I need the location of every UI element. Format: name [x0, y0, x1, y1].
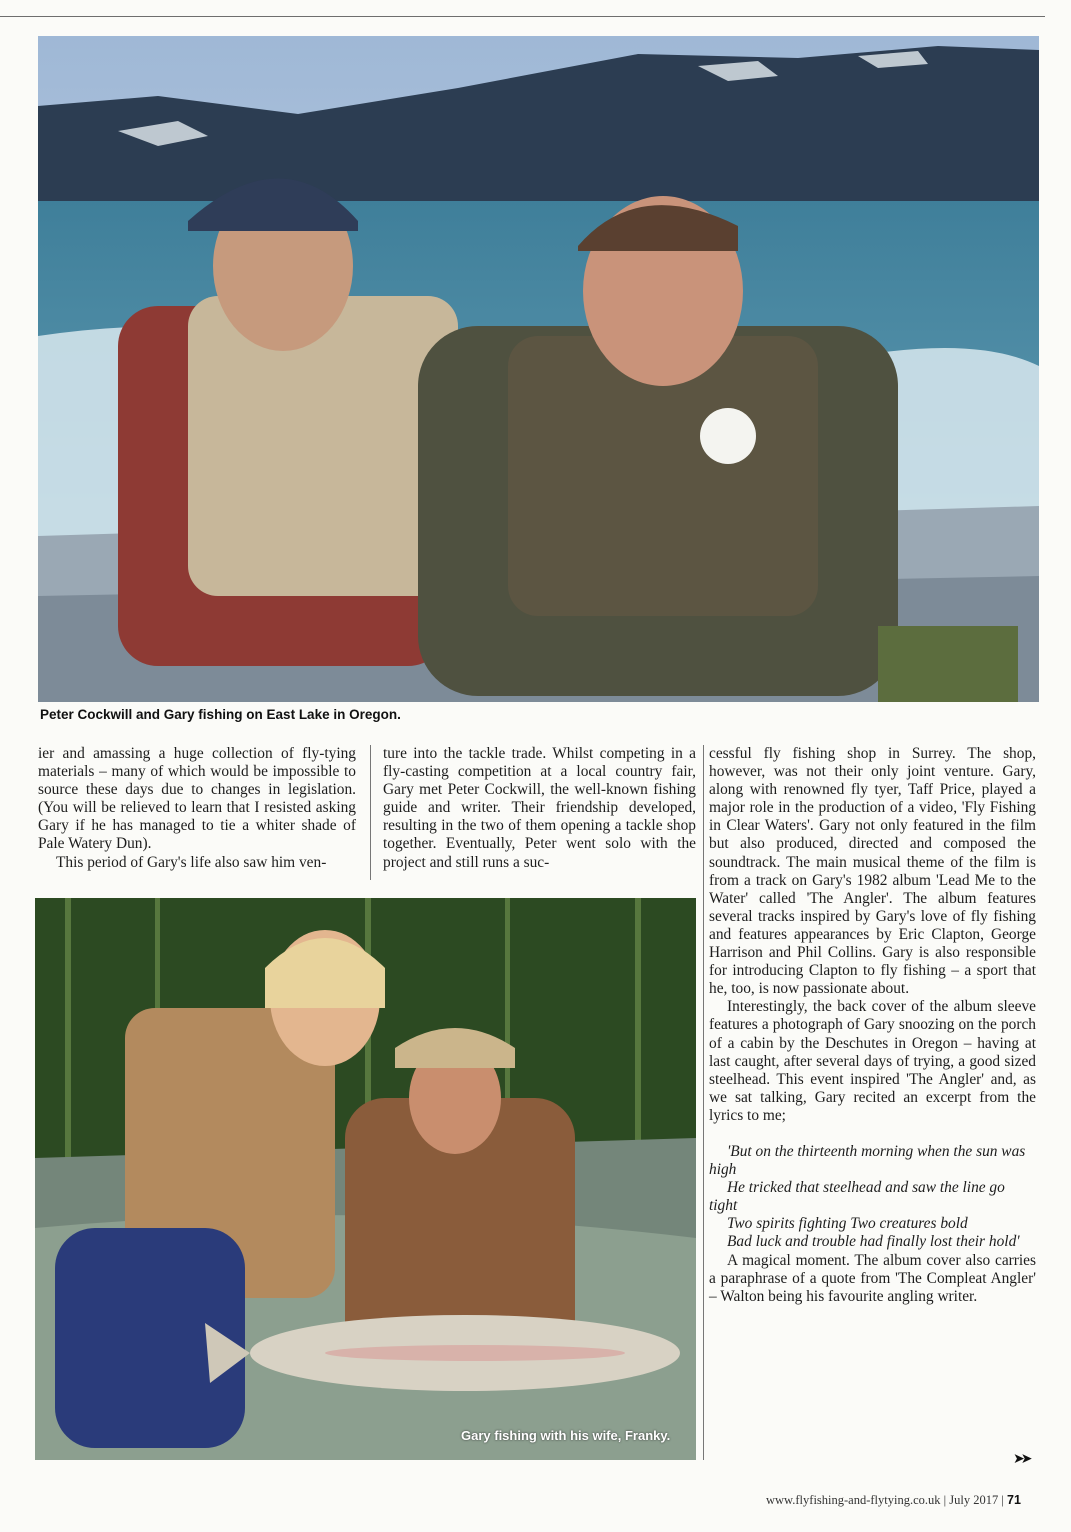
paragraph: A magical moment. The album cover also carries a paraphrase of a quote from 'The Compleat Angler' – Walton being his favourite angling writer. [709, 1251, 1036, 1305]
page-number: 71 [1007, 1493, 1021, 1507]
photo-caption-lake: Peter Cockwill and Gary fishing on East Lake in Oregon. [40, 707, 401, 722]
footer-separator: | [1001, 1493, 1008, 1507]
lyric-line: He tricked that steelhead and saw the line go tight [709, 1179, 1005, 1215]
photo-river-steelhead [35, 898, 696, 1460]
top-rule [0, 16, 1045, 17]
column-divider [703, 745, 704, 1460]
paragraph: This period of Gary's life also saw him ven- [56, 853, 327, 871]
page-footer [766, 1493, 1021, 1508]
photo-caption-river: Gary fishing with his wife, Franky. [461, 1428, 671, 1443]
lyric-line: Bad luck and trouble had finally lost their hold' [727, 1233, 1020, 1251]
paragraph: Interestingly, the back cover of the album sleeve features a photograph of Gary snoozing on the porch of a cabin by the Deschutes in Oregon – having at last caught, after several days of trying, a good sized steelhead. This event inspired 'The Angler' and, as we sat talking, Gary recited an excerpt from the lyrics to me; [709, 998, 1036, 1124]
paragraph: ture into the tackle trade. Whilst competing in a fly-casting competition at a local country fair, Gary met Peter Cockwill, the well-known fishing guide and writer. Their friendship developed, resulting in the two of them opening a tackle shop together. Eventually, Peter went solo with the project and still runs a suc- [383, 745, 696, 871]
photo-lake-boat-image [38, 36, 1039, 702]
column-divider [370, 745, 371, 880]
lyrics-quote [709, 1143, 1036, 1252]
lyric-line: 'But on the thirteenth morning when the sun was high [709, 1142, 1026, 1179]
footer-separator: | [943, 1493, 950, 1507]
lyric-line: Two spirits fighting Two creatures bold [727, 1215, 968, 1233]
photo-river-steelhead-image [35, 898, 696, 1460]
article-column-2 [383, 745, 696, 872]
footer-url: www.flyfishing-and-flytying.co.uk [766, 1493, 941, 1507]
continue-arrow-icon: ➤➤ [1013, 1451, 1029, 1467]
article-column-1 [38, 745, 356, 872]
paragraph: cessful fly fishing shop in Surrey. The shop, however, was not their only joint venture. Gary, along with renowned fly tyer, Taff Price, played a major role in the production of a video, 'Fly Fishing in Clear Waters'. Gary not only featured in the film but also produced, directed and composed the soundtrack. The main musical theme of the film is from a track on Gary's 1982 album 'Lead Me to the Water' called 'The Angler'. The album features several tracks inspired by Gary's love of fly fishing and features appearances by Eric Clapton, George Harrison and Phil Collins. Gary is also responsible for introducing Clapton to fly fishing – a sport that he, too, is now passionate about. [709, 745, 1036, 998]
footer-issue: July 2017 [949, 1493, 999, 1507]
photo-lake-boat [38, 36, 1039, 702]
paragraph: ier and amassing a huge collection of fly-tying materials – many of which would be impossible to source these days due to changes in legislation. (You will be relieved to learn that I resisted asking Gary if he has managed to tie a whiter shade of Pale Watery Dun). [38, 745, 356, 853]
article-column-3 [709, 745, 1036, 1306]
